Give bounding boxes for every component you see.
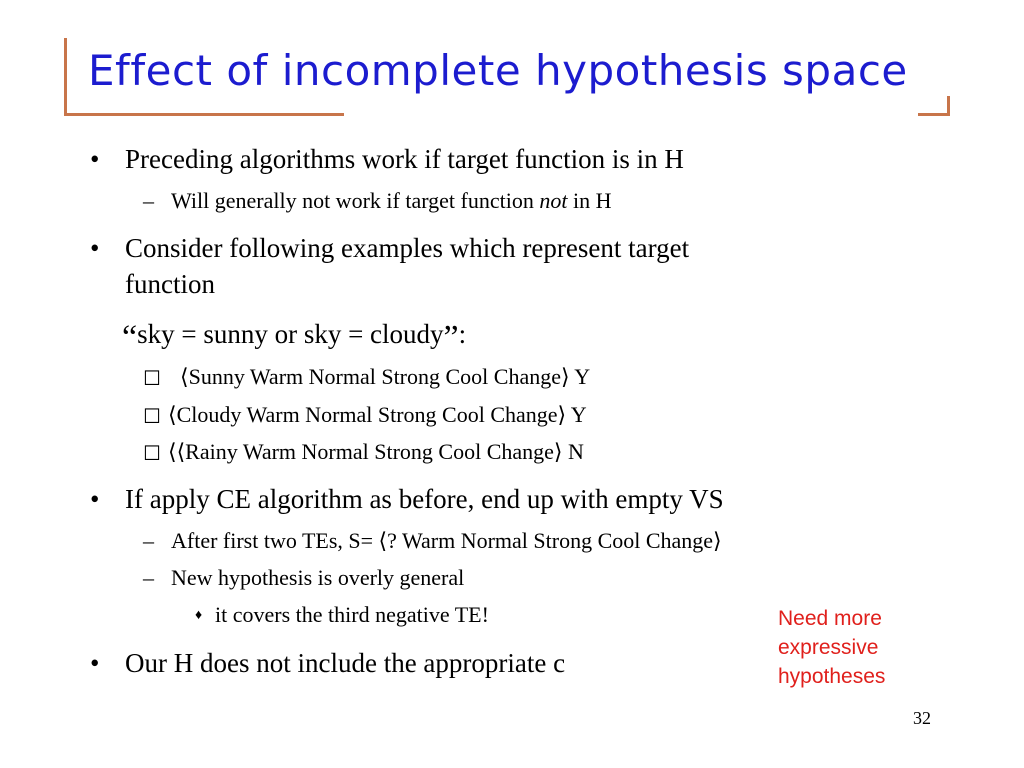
empty-box-icon: ☐ [143,366,161,390]
emphasis-not: not [539,188,568,213]
bullet-3-sub-2-sub-1: it covers the third negative TE! [215,602,489,627]
title-frame-underline [64,113,344,116]
colon: : [458,319,467,349]
example-1: ⟨Sunny Warm Normal Strong Cool Change⟩ Y [180,364,591,389]
example-2: ⟨Cloudy Warm Normal Strong Cool Change⟩ Y [168,402,587,427]
close-quote: ” [443,319,459,356]
title-frame-corner [918,113,950,116]
example-3: ⟨⟨Rainy Warm Normal Strong Cool Change⟩ N [168,439,584,464]
bullet-3-sub-2: New hypothesis is overly general [171,565,465,590]
bullet-3: If apply CE algorithm as before, end up with empty VS [125,484,724,514]
dash-marker: – [143,565,154,590]
dash-marker: – [143,188,154,213]
target-concept [122,319,467,356]
target-concept-text: sky = sunny or sky = cloudy [137,319,444,349]
dash-marker: – [143,528,154,553]
bullet-marker: • [90,484,100,514]
bullet-1-sub-1 [171,188,611,214]
side-note-line-3: hypotheses [778,665,886,688]
diamond-icon: ♦ [195,608,203,623]
bullet-2-line-2: function [125,269,215,299]
bullet-2-line-1: Consider following examples which represent target [125,233,690,263]
side-note-line-1: Need more [778,607,882,630]
bullet-marker: • [90,233,100,263]
title-frame-left [64,38,67,116]
slide-title: Effect of incomplete hypothesis space [88,46,908,95]
sub-text-end: in H [567,188,612,213]
side-note [778,604,885,691]
bullet-1: Preceding algorithms work if target function is in H [125,144,684,174]
bullet-marker: • [90,648,100,678]
sub-text: Will generally not work if target function [171,188,540,213]
bullet-4: Our H does not include the appropriate c [125,648,566,678]
side-note-line-2: expressive [778,636,879,659]
empty-box-icon: ☐ [143,404,161,428]
bullet-marker: • [90,144,100,174]
bullet-3-sub-1: After first two TEs, S= ⟨? Warm Normal Strong Cool Change⟩ [171,528,722,553]
open-quote: “ [122,319,138,356]
empty-box-icon: ☐ [143,441,161,465]
page-number: 32 [913,708,931,728]
